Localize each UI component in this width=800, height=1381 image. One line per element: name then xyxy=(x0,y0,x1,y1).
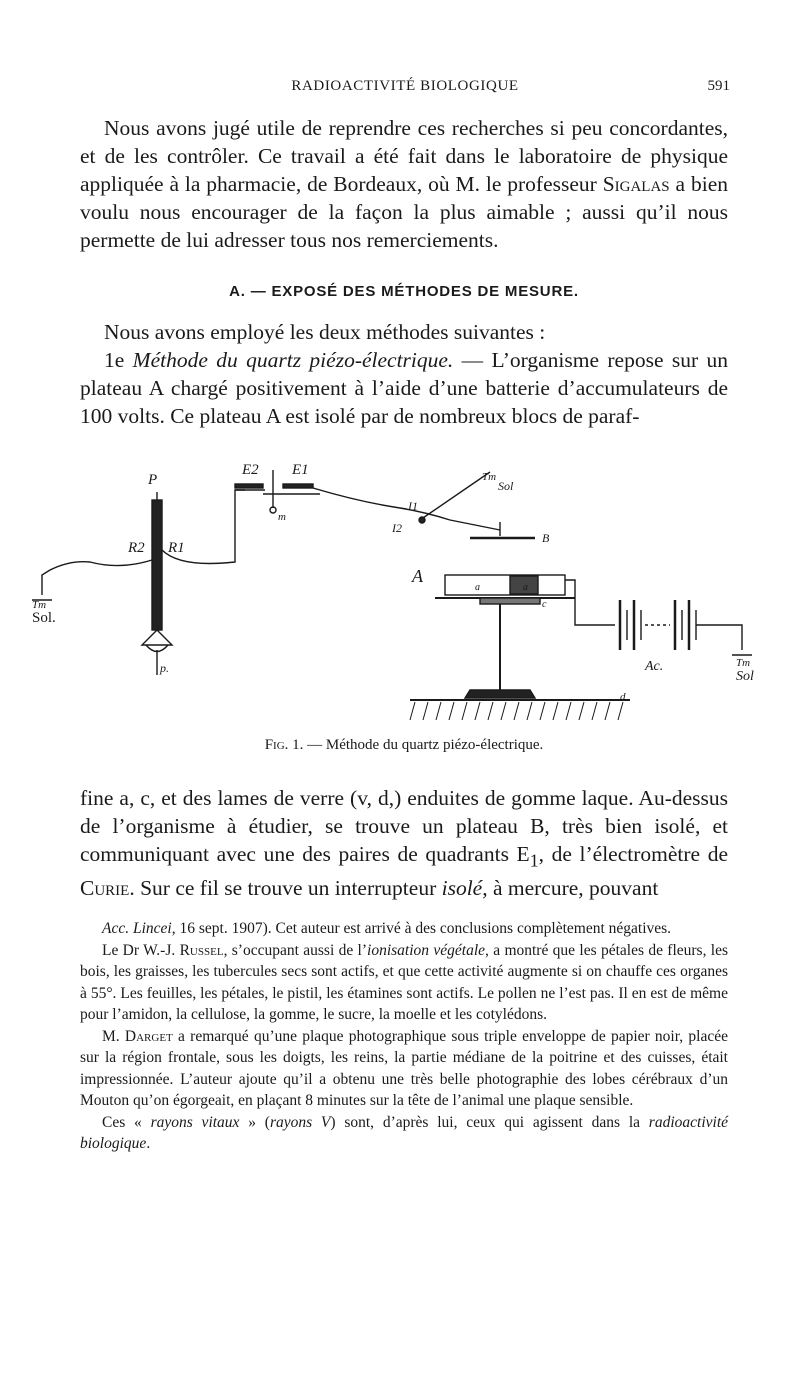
footnote-3-prefix: M. xyxy=(102,1027,125,1045)
label-t-left: Tm xyxy=(32,599,47,611)
label-d: d xyxy=(620,691,626,703)
footnote-4-mid-1: » ( xyxy=(239,1113,270,1131)
label-sol-right: Sol xyxy=(736,669,754,684)
footnote-1 xyxy=(80,918,728,940)
footnote-2-prefix: Le Dr W.-J. xyxy=(102,941,180,959)
author-name-sigalas: Sigalas xyxy=(602,172,670,196)
paragraph-3 xyxy=(80,784,728,902)
figure-caption-label: Fig. 1. xyxy=(264,737,304,753)
label-m: m xyxy=(278,511,286,523)
paragraph-3-text2: , de l’électromètre de xyxy=(538,842,728,866)
footnote-1-ref: Acc. Lincei xyxy=(102,920,172,937)
wire-to-battery xyxy=(565,580,615,625)
footnote-3 xyxy=(80,1026,728,1112)
label-B: B xyxy=(542,531,550,545)
label-R1: R1 xyxy=(168,540,185,556)
footnote-2-italic: ionisation végétale xyxy=(367,941,486,959)
item-title: Méthode du quartz piézo-électrique. xyxy=(132,348,454,372)
label-E2: E2 xyxy=(242,462,259,478)
quartz-column xyxy=(152,500,162,630)
paragraph-3-italic: isolé xyxy=(441,876,483,901)
figure-caption xyxy=(80,737,728,754)
label-A: A xyxy=(412,566,423,586)
section-heading: A. — EXPOSÉ DES MÉTHODES DE MESURE. xyxy=(229,283,579,300)
paragraph-3-sub: 1 xyxy=(529,850,539,871)
apparatus-diagram xyxy=(30,450,790,735)
paragraph-1 xyxy=(80,114,728,254)
footnote-4-italic-3: radioactivité biologique xyxy=(80,1113,728,1152)
plate-a xyxy=(445,575,565,595)
footnote-2-mid: , s’occupant aussi de l’ xyxy=(223,941,368,959)
paragraph-3-text1: fine a, c, et des lames de verre (v, d,) enduites de gomme laque. Au-dessus de l’organisme à étudier, se trouve un plateau B, très bien isolé, et communiquant avec une des paires de quadrants E xyxy=(80,786,728,866)
wire-to-ground-left xyxy=(42,560,152,595)
label-sol-left: Sol. xyxy=(32,610,56,626)
footnote-4-prefix: Ces « xyxy=(102,1113,151,1131)
paragraph-3-text3: . Sur ce fil se trouve un interrupteur xyxy=(129,876,442,901)
paragraph-3-text4: , à mercure, pouvant xyxy=(482,876,659,901)
footnote-3-text: a remarqué qu’une plaque photographique sous triple enveloppe de papier noir, placée sur la région frontale, sous les doigts, les reins, la partie médiane de la poitrine et des cuisses, était impressionnée. L’auteur ajoute qu’il a obtenu une très belle photographie des lobes cérébraux d’un Mouton qu’on égorgeait, en plaçant 8 minutes sur la tête de l’animal une plaque sensible. xyxy=(80,1027,728,1109)
label-E1: E1 xyxy=(292,462,309,478)
footnotes xyxy=(80,918,728,1155)
author-name-russel: Russel xyxy=(179,941,224,959)
label-R2: R2 xyxy=(128,540,145,556)
figure-apparatus xyxy=(30,450,790,735)
author-name-darget: Darget xyxy=(124,1027,173,1045)
footnote-4-mid-2: ) sont, d’après lui, ceux qui agissent dans la xyxy=(330,1113,649,1131)
figure-caption-text: — Méthode du quartz piézo-électrique. xyxy=(303,737,544,753)
running-title: RADIOACTIVITÉ BIOLOGIQUE xyxy=(291,78,519,94)
footnote-4 xyxy=(80,1112,728,1155)
running-head xyxy=(80,78,730,100)
page-number: 591 xyxy=(707,78,730,94)
footnote-4-italic-1: rayons vitaux xyxy=(150,1113,240,1131)
label-sol-top: Sol xyxy=(498,479,514,493)
paragraph-2-item xyxy=(80,346,728,430)
label-t-top: Tm xyxy=(482,471,497,483)
label-Ac: Ac. xyxy=(645,659,664,674)
item-number: 1e xyxy=(104,348,125,372)
footnote-4-end: . xyxy=(146,1135,151,1152)
label-t-right: Tm xyxy=(736,657,751,669)
item-text: — L’organisme repose sur un plateau A chargé positivement à l’aide d’une batterie d’accumulateurs de 100 volts. Ce plateau A est isolé par de nombreux blocs de paraf- xyxy=(80,348,728,428)
paragraph-1-part1: Nous avons jugé utile de reprendre ces recherches si peu concordantes, et de les contrôler. Ce travail a été fait dans le laboratoire de physique appliquée à la pharmacie, de Bordeaux, où M. le professeur xyxy=(80,116,728,196)
paragraph-2 xyxy=(80,318,728,430)
footnote-2 xyxy=(80,940,728,1026)
label-a-right: a xyxy=(523,582,528,593)
paragraph-2-intro: Nous avons employé les deux méthodes suivantes : xyxy=(104,320,546,344)
label-I2: I2 xyxy=(392,521,402,535)
footnote-1-text: , 16 sept. 1907). Cet auteur est arrivé à des conclusions complètement négatives. xyxy=(171,920,672,937)
label-p: p. xyxy=(160,661,169,675)
label-c: c xyxy=(542,599,547,610)
paragraph-1-part2: a bien voulu nous encourager de la façon la plus aimable ; aussi qu’il nous permette de lui adresser tous nos remerciements. xyxy=(80,172,728,252)
label-P: P xyxy=(148,472,158,488)
author-name-curie: Curie xyxy=(80,876,130,901)
footnote-2-text: , a montré que les pétales de fleurs, les bois, les graisses, les tubercules secs sont actifs, et que cette activité augmente si on chauffe ces organes à 55°. Les feuilles, les pétales, le pistil, les étamines sont actifs. Le pollen ne l’est pas. Il en est de même pour l’amidon, la cellulose, la gomme, le sucre, la moelle et les cotylédons. xyxy=(80,941,729,1023)
label-I1: I1 xyxy=(408,499,418,513)
label-a-left: a xyxy=(475,582,480,593)
footnote-4-italic-2: rayons V xyxy=(269,1113,331,1131)
